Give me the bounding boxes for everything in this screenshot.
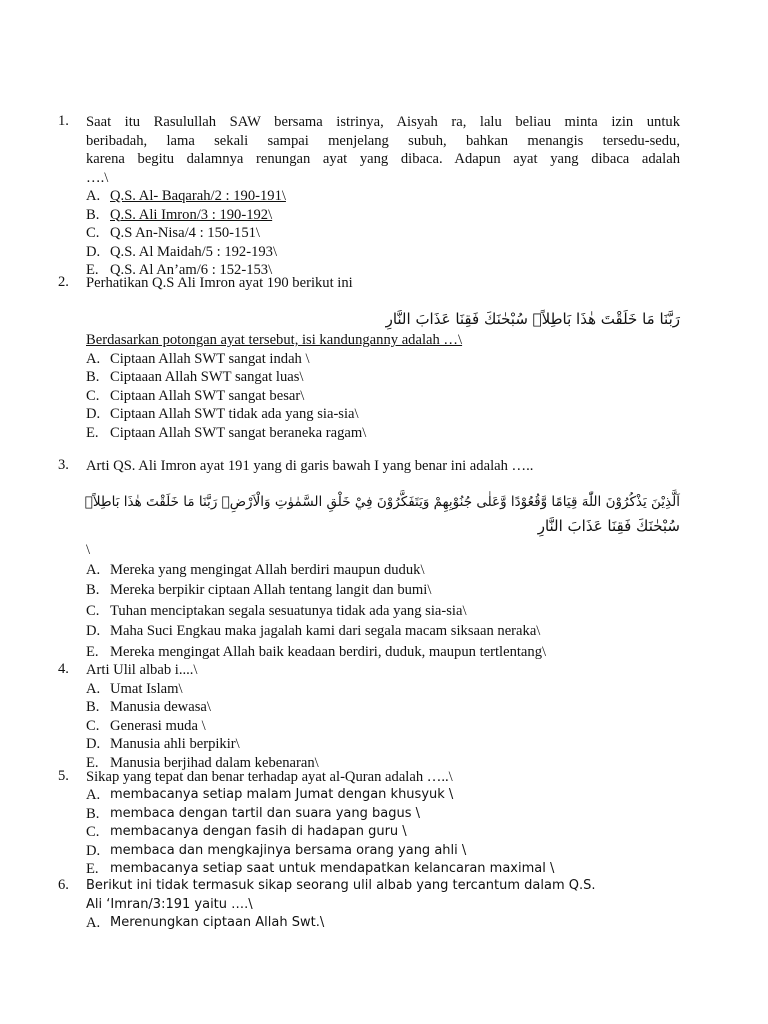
- option-a[interactable]: [86, 786, 680, 805]
- arabic-verse-line-1: اَلَّذِيْنَ يَذْكُرُوْنَ اللّٰهَ قِيَامًا وَّقُعُوْدًا وَّعَلٰى جُنُوْبِهِمْ وَيَتَفَكَّرُوْنَ فِيْ خَلْقِ السَّمٰوٰتِ وَالْاَرْضِۚ رَبَّنَا مَا خَلَقْتَ هٰذَا بَاطِلاًۚ: [84, 494, 680, 510]
- option-letter: E.: [86, 262, 99, 278]
- option-b[interactable]: [86, 368, 680, 387]
- question-2: [58, 274, 680, 293]
- option-a[interactable]: [86, 914, 680, 933]
- option-letter: A.: [86, 188, 101, 204]
- option-b[interactable]: [86, 805, 680, 824]
- option-letter: C.: [86, 824, 100, 840]
- option-text: Q.S. Ali Imron/3 : 190-192\: [110, 206, 273, 223]
- question-3-body: [86, 541, 680, 662]
- option-c[interactable]: [86, 823, 680, 842]
- question-number: 3.: [58, 457, 69, 473]
- option-text: Manusia ahli berpikir\: [110, 736, 240, 752]
- question-text-tail: ….\: [86, 169, 109, 186]
- option-d[interactable]: [86, 842, 680, 861]
- option-letter: A.: [86, 561, 101, 578]
- option-letter: B.: [86, 369, 100, 385]
- option-letter: A.: [86, 915, 101, 931]
- option-text: Q.S. Al- Baqarah/2 : 190-191\: [110, 188, 286, 204]
- question-text: Perhatikan Q.S Ali Imron ayat 190 berikut ini: [86, 275, 353, 291]
- option-letter: B.: [86, 699, 100, 715]
- option-a[interactable]: [86, 187, 680, 206]
- option-e[interactable]: [86, 860, 680, 879]
- option-b[interactable]: [86, 580, 680, 601]
- option-letter: D.: [86, 736, 101, 752]
- question-text-line: Saat itu Rasulullah SAW bersama istrinya, Aisyah ra, lalu beliau minta izin untuk: [86, 114, 680, 130]
- option-a[interactable]: [86, 350, 680, 369]
- option-text: Ciptaan Allah SWT sangat beraneka ragam\: [110, 424, 367, 441]
- option-letter: D.: [86, 406, 101, 422]
- question-text-line: karena begitu dalamnya renungan ayat yang dibaca. Adapun ayat yang dibaca adalah: [86, 151, 680, 167]
- option-text: Ciptaaan Allah SWT sangat luas\: [110, 369, 304, 385]
- option-text: Mereka yang mengingat Allah berdiri maupun duduk\: [110, 561, 425, 578]
- question-5-options: [86, 786, 680, 879]
- option-d[interactable]: [86, 735, 680, 754]
- option-text: Q.S An-Nisa/4 : 150-151\: [110, 225, 260, 241]
- question-number: 1.: [58, 113, 69, 129]
- option-text: Tuhan menciptakan segala sesuatunya tidak ada yang sia-sia\: [110, 602, 467, 619]
- question-2-body: [86, 331, 680, 442]
- option-d[interactable]: [86, 621, 680, 642]
- question-text: Arti QS. Ali Imron ayat 191 yang di garis bawah I yang benar ini adalah …..: [86, 458, 534, 474]
- option-text: membacanya dengan fasih di hadapan guru \: [110, 824, 407, 839]
- option-c[interactable]: [86, 717, 680, 736]
- option-text: Generasi muda \: [110, 717, 206, 734]
- option-text: Ciptaan Allah SWT sangat indah \: [110, 350, 310, 367]
- option-letter: E.: [86, 424, 99, 441]
- question-number: 2.: [58, 274, 69, 290]
- option-text: membaca dengan tartil dan suara yang bagus \: [110, 805, 421, 821]
- question-number: 5.: [58, 768, 69, 784]
- option-a[interactable]: [86, 680, 680, 699]
- option-a[interactable]: [86, 560, 680, 581]
- option-letter: B.: [86, 206, 100, 223]
- option-letter: A.: [86, 350, 101, 367]
- option-text: Merenungkan ciptaan Allah Swt.\: [110, 915, 325, 930]
- option-letter: B.: [86, 805, 100, 822]
- option-letter: D.: [86, 243, 101, 260]
- question-prompt: Berdasarkan potongan ayat tersebut, isi kandunganny adalah …\: [86, 332, 463, 348]
- option-text: Manusia berjihad dalam kebenaran\: [110, 754, 319, 771]
- option-text: Ciptaan Allah SWT sangat besar\: [110, 387, 305, 404]
- question-text-line: beribadah, lama sekali sampai menjelang subuh, bahkan menangis tersedu-sedu,: [86, 132, 680, 149]
- option-text: Maha Suci Engkau maka jagalah kami dari segala macam siksaan neraka\: [110, 623, 541, 639]
- arabic-verse: رَبَّنَا مَا خَلَقْتَ هٰذَا بَاطِلاًۚ سُبْحٰنَكَ فَقِنَا عَذَابَ النَّارِ: [385, 310, 680, 328]
- option-text: membaca dan mengkajinya bersama orang yang ahli \: [110, 842, 467, 858]
- option-c[interactable]: [86, 224, 680, 243]
- option-letter: D.: [86, 842, 101, 859]
- option-text: Manusia dewasa\: [110, 699, 211, 715]
- option-text: Umat Islam\: [110, 680, 183, 697]
- option-text: Q.S. Al An’am/6 : 152-153\: [110, 262, 273, 278]
- option-text: Mereka berpikir ciptaan Allah tentang langit dan bumi\: [110, 582, 432, 598]
- option-e[interactable]: [86, 424, 680, 443]
- question-number: 6.: [58, 877, 69, 893]
- option-text: membacanya setiap saat untuk mendapatkan kelancaran maximal \: [110, 861, 555, 876]
- option-letter: E.: [86, 643, 99, 660]
- option-text: Ciptaan Allah SWT tidak ada yang sia-sia\: [110, 406, 359, 422]
- stray-backslash: \: [86, 542, 91, 558]
- option-c[interactable]: [86, 601, 680, 622]
- question-3: [58, 457, 680, 476]
- option-letter: C.: [86, 602, 100, 619]
- question-text: Sikap yang tepat dan benar terhadap ayat al-Quran adalah …..\: [86, 769, 453, 785]
- option-b[interactable]: [86, 206, 680, 225]
- option-text: Q.S. Al Maidah/5 : 192-193\: [110, 243, 278, 260]
- option-d[interactable]: [86, 243, 680, 262]
- option-c[interactable]: [86, 387, 680, 406]
- option-d[interactable]: [86, 405, 680, 424]
- option-letter: A.: [86, 680, 101, 697]
- option-letter: C.: [86, 387, 100, 404]
- option-text: membacanya setiap malam Jumat dengan khusyuk \: [110, 787, 454, 802]
- option-letter: C.: [86, 717, 100, 734]
- arabic-verse-line-2: سُبْحٰنَكَ فَقِنَا عَذَابَ النَّارِ: [537, 517, 680, 535]
- question-text-line: Berikut ini tidak termasuk sikap seorang ulil albab yang tercantum dalam Q.S.: [86, 878, 596, 893]
- question-6: [58, 877, 680, 933]
- option-e[interactable]: [86, 642, 680, 663]
- question-4: [58, 661, 680, 772]
- question-text-line: Ali ‘Imran/3:191 yaitu ….\: [86, 896, 253, 912]
- question-text: Arti Ulil albab i....\: [86, 662, 198, 678]
- option-text: Mereka mengingat Allah baik keadaan berdiri, duduk, maupun tertlentang\: [110, 643, 547, 660]
- option-letter: B.: [86, 582, 100, 598]
- option-letter: E.: [86, 861, 99, 877]
- option-letter: D.: [86, 623, 101, 639]
- question-5: [58, 768, 680, 787]
- option-b[interactable]: [86, 698, 680, 717]
- option-letter: C.: [86, 225, 100, 241]
- question-number: 4.: [58, 661, 69, 677]
- option-letter: A.: [86, 787, 101, 803]
- question-1: [58, 113, 680, 280]
- option-letter: E.: [86, 754, 99, 771]
